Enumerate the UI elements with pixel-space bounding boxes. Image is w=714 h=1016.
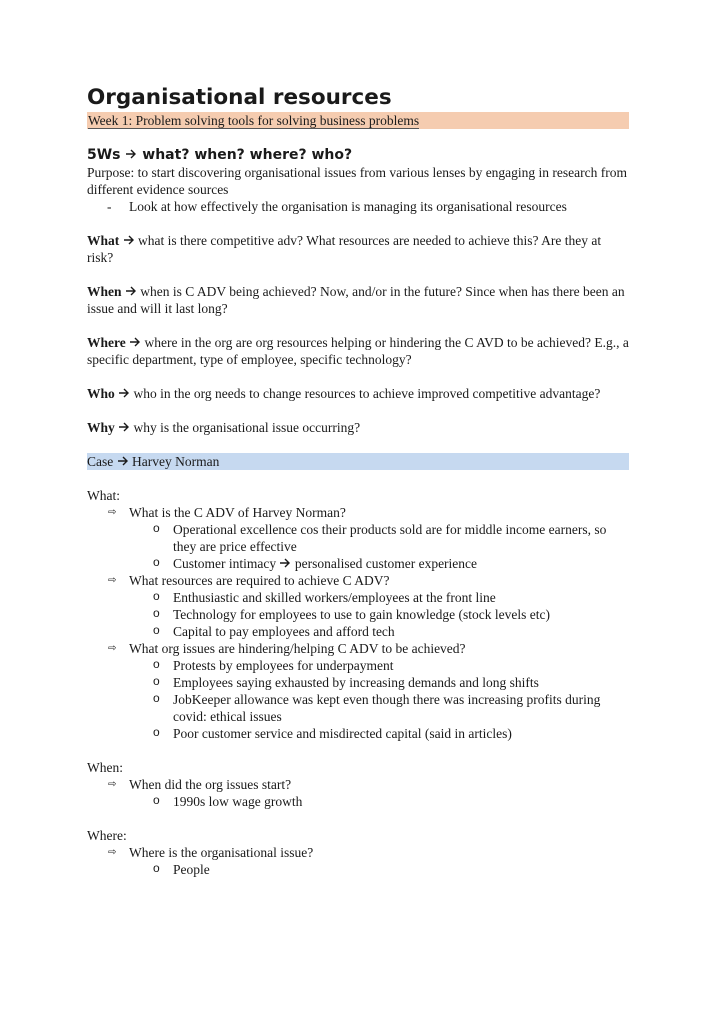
- case-label: Case: [87, 454, 114, 469]
- document-title: Organisational resources: [87, 85, 392, 110]
- list-item: o People: [153, 861, 210, 877]
- list-item: ⇨ What resources are required to achieve C ADV?: [108, 573, 390, 588]
- question-text: where in the org are org resources helping or hindering the C AVD to be achieved? E.g., a specific department, type of employee, specific technology?: [87, 335, 629, 367]
- list-item: o Capital to pay employees and afford tech: [153, 623, 395, 639]
- question-key: Where: [87, 335, 126, 350]
- heading-5ws: [87, 146, 629, 164]
- question-who: [87, 385, 629, 402]
- question-key: Who: [87, 386, 115, 401]
- question-key: What: [87, 233, 120, 248]
- list-item: ⇨ What org issues are hindering/helping C ADV to be achieved?: [108, 641, 466, 656]
- right-arrow-icon: [118, 421, 130, 433]
- case-where-label: Where:: [87, 828, 127, 843]
- case-when-label: When:: [87, 760, 123, 775]
- list-item: o Enthusiastic and skilled workers/employees at the front line: [153, 589, 496, 605]
- list-item: ⇨ When did the org issues start?: [108, 777, 292, 792]
- question-text: why is the organisational issue occurring?: [133, 420, 361, 435]
- case-what-label: What:: [87, 488, 120, 503]
- circle-bullet-icon: o: [153, 793, 160, 807]
- question-what: [87, 232, 629, 266]
- list-item: ⇨ Where is the organisational issue?: [108, 845, 314, 860]
- circle-bullet-icon: o: [153, 691, 160, 705]
- double-arrow-icon: ⇨: [108, 507, 117, 518]
- right-arrow-icon: [125, 285, 137, 297]
- subtitle-highlight: [87, 112, 629, 129]
- heading-5ws-prefix: 5Ws: [87, 147, 121, 163]
- list-item: o 1990s low wage growth: [153, 793, 303, 809]
- list-item: o Employees saying exhausted by increasing demands and long shifts: [153, 674, 539, 690]
- circle-bullet-icon: o: [153, 521, 160, 535]
- question-where: [87, 334, 629, 368]
- double-arrow-icon: ⇨: [108, 643, 117, 654]
- question-key: Why: [87, 420, 115, 435]
- right-arrow-icon: [123, 234, 135, 246]
- circle-bullet-icon: o: [153, 589, 160, 603]
- double-arrow-icon: ⇨: [108, 575, 117, 586]
- question-text: who in the org needs to change resources to achieve improved competitive advantage?: [133, 386, 601, 401]
- question-text: what is there competitive adv? What resources are needed to achieve this? Are they at risk?: [87, 233, 602, 265]
- question-when: [87, 283, 629, 317]
- right-arrow-icon: [279, 557, 291, 569]
- case-highlight: [87, 453, 629, 470]
- list-item: o Customer intimacy personalised customer experience: [153, 555, 478, 571]
- circle-bullet-icon: o: [153, 725, 160, 739]
- question-text: when is C ADV being achieved? Now, and/or in the future? Since when has there been an issue and will it last long?: [87, 284, 625, 316]
- list-item: o Poor customer service and misdirected capital (said in articles): [153, 725, 512, 741]
- document-page: [87, 84, 629, 878]
- double-arrow-icon: ⇨: [108, 847, 117, 858]
- list-item: o Technology for employees to use to gain knowledge (stock levels etc): [153, 606, 550, 622]
- circle-bullet-icon: o: [153, 674, 160, 688]
- circle-bullet-icon: o: [153, 861, 160, 875]
- right-arrow-icon: [118, 387, 130, 399]
- list-item: o Protests by employees for underpayment: [153, 657, 394, 673]
- purpose-list: [87, 198, 629, 215]
- purpose-bullet: - Look at how effectively the organisation is managing its organisational resources: [107, 198, 629, 215]
- heading-5ws-suffix: what? when? where? who?: [142, 147, 353, 163]
- circle-bullet-icon: o: [153, 606, 160, 620]
- right-arrow-icon: [117, 455, 129, 467]
- question-key: When: [87, 284, 122, 299]
- list-item: o JobKeeper allowance was kept even though there was increasing profits during covid: ethical issues: [153, 691, 601, 724]
- purpose-text: Purpose: to start discovering organisational issues from various lenses by engaging in research from different evidence sources: [87, 165, 628, 197]
- list-item: o Operational excellence cos their products sold are for middle income earners, so they are price effective: [153, 521, 607, 554]
- circle-bullet-icon: o: [153, 623, 160, 637]
- list-item: ⇨ What is the C ADV of Harvey Norman?: [108, 505, 346, 520]
- circle-bullet-icon: o: [153, 657, 160, 671]
- question-why: [87, 419, 629, 436]
- circle-bullet-icon: o: [153, 555, 160, 569]
- subtitle-text: Week 1: Problem solving tools for solving business problems: [88, 113, 420, 128]
- right-arrow-icon: [125, 148, 137, 160]
- case-name: Harvey Norman: [132, 454, 220, 469]
- double-arrow-icon: ⇨: [108, 779, 117, 790]
- right-arrow-icon: [129, 336, 141, 348]
